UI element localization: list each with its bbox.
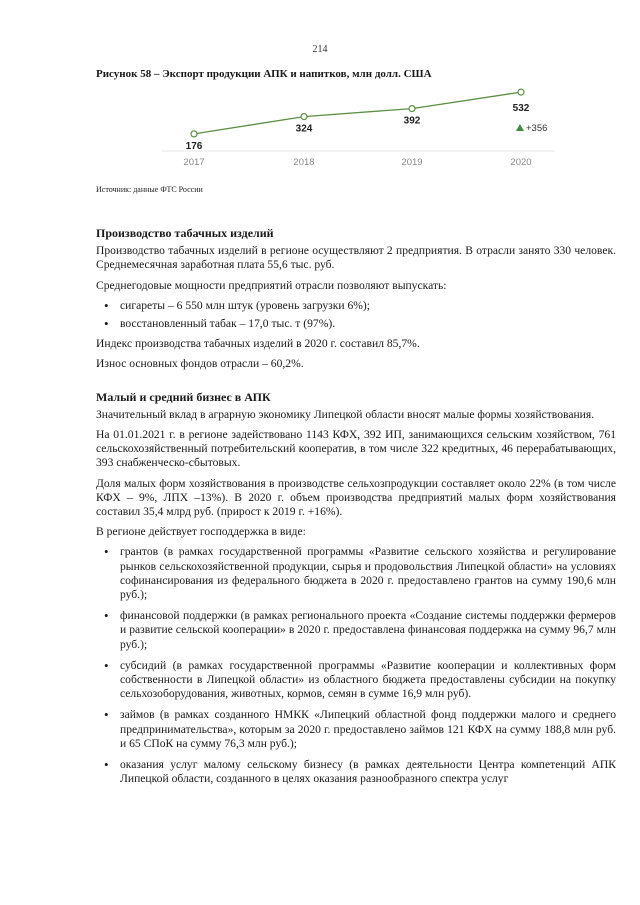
- tobacco-paragraph-1: Производство табачных изделий в регионе осуществляют 2 предприятия. В отрасли занято 330 человек. Среднемесячная заработная плата 55,6 тыс. руб.: [96, 244, 616, 272]
- figure-caption: Рисунок 58 – Экспорт продукции АПК и напитков, млн долл. США: [96, 68, 432, 80]
- data-point: [518, 89, 524, 95]
- section-heading-tobacco: Производство табачных изделий: [96, 226, 274, 240]
- list-item: • финансовой поддержки (в рамках регионального проекта «Создание системы поддержки фермеров и развитие сельской кооперации» в 2020 г. предоставлена финансовая поддержка на сумму 96,7 млн руб.);: [96, 609, 616, 652]
- data-point: [409, 106, 415, 112]
- small-business-paragraph-1: Значительный вклад в аграрную экономику Липецкой области вносят малые формы хозяйствования.: [96, 407, 595, 421]
- small-business-paragraph-4: В регионе действует господдержка в виде:: [96, 525, 306, 539]
- triangle-up-icon: [516, 124, 524, 131]
- chart-marks: [183, 89, 531, 168]
- data-label: 324: [295, 123, 313, 135]
- data-label: 176: [185, 140, 203, 152]
- page-number: 214: [312, 44, 328, 55]
- tobacco-capacity-list: [96, 299, 616, 331]
- data-label: 392: [403, 115, 421, 127]
- figure-source: Источник: данные ФТС России: [96, 185, 203, 194]
- tobacco-paragraph-2: Среднегодовые мощности предприятий отрасли позволяют выпускать:: [96, 278, 447, 292]
- document-body: [96, 226, 616, 794]
- list-item: • восстановленный табак – 17,0 тыс. т (97%).: [96, 317, 616, 331]
- change-annotation: [516, 123, 547, 134]
- series-line: [194, 92, 521, 134]
- state-support-list: [96, 545, 616, 786]
- data-point: [301, 114, 307, 120]
- x-tick-label: 2017: [183, 157, 205, 168]
- list-item: • оказания услуг малому сельскому бизнесу (в рамках деятельности Центра компетенций АПК Липецкой области, созданного в целях оказания разнообразного спектра услуг: [96, 758, 616, 786]
- x-tick-label: 2020: [510, 157, 532, 168]
- list-item: • сигареты – 6 550 млн штук (уровень загрузки 6%);: [96, 299, 616, 313]
- section-heading-small-business: Малый и средний бизнес в АПК: [96, 389, 271, 404]
- small-business-paragraph-3: Доля малых форм хозяйствования в производстве сельхозпродукции составляет около 22% (в том числе КФХ – 9%, ЛПХ –13%). В 2020 г. объем производства предприятий малых форм хозяйствования составил 35,4 млрд руб. (прирост к 2019 г. +16%).: [96, 476, 616, 519]
- list-item: • грантов (в рамках государственной программы «Развитие сельского хозяйства и регулирование рынков сельскохозяйственной продукции, сырья и продовольствия Липецкой области» на условиях софинансирования из федерального бюджета в 2020 г. предоставлено грантов на сумму 190,6 млн руб.);: [96, 545, 616, 602]
- x-tick-label: 2019: [401, 157, 423, 168]
- change-label: +356: [526, 123, 548, 134]
- tobacco-paragraph-4: Износ основных фондов отрасли – 60,2%.: [96, 357, 304, 371]
- list-item: • займов (в рамках созданного НМКК «Липецкий областной фонд поддержки малого и среднего предпринимательства», которым за 2020 г. предоставлено займов 121 КФХ на сумму 188,8 млн руб. и 65 СПоК на сумму 76,3 млн руб.);: [96, 708, 616, 751]
- small-business-paragraph-2: На 01.01.2021 г. в регионе задействовано 1143 КФХ, 392 ИП, занимающихся сельским хозяйством, 761 сельскохозяйственный потребительский кооператив, в том числе 322 кредитных, 46 перерабатывающих, 393 снабженческо-сбытовых.: [96, 428, 616, 470]
- tobacco-paragraph-3: Индекс производства табачных изделий в 2020 г. составил 85,7%.: [96, 337, 420, 351]
- export-line-chart: [150, 82, 570, 172]
- data-label: 532: [512, 103, 530, 115]
- x-tick-label: 2018: [293, 157, 315, 168]
- list-item: • субсидий (в рамках государственной программы «Развитие кооперации и коллективных форм собственности в Липецкой области» из областного бюджета предоставлены субсидии на покупку сельхозоборудования, животных, кормов, семян в сумме 16,9 млн руб).: [96, 659, 616, 702]
- data-point: [191, 131, 197, 137]
